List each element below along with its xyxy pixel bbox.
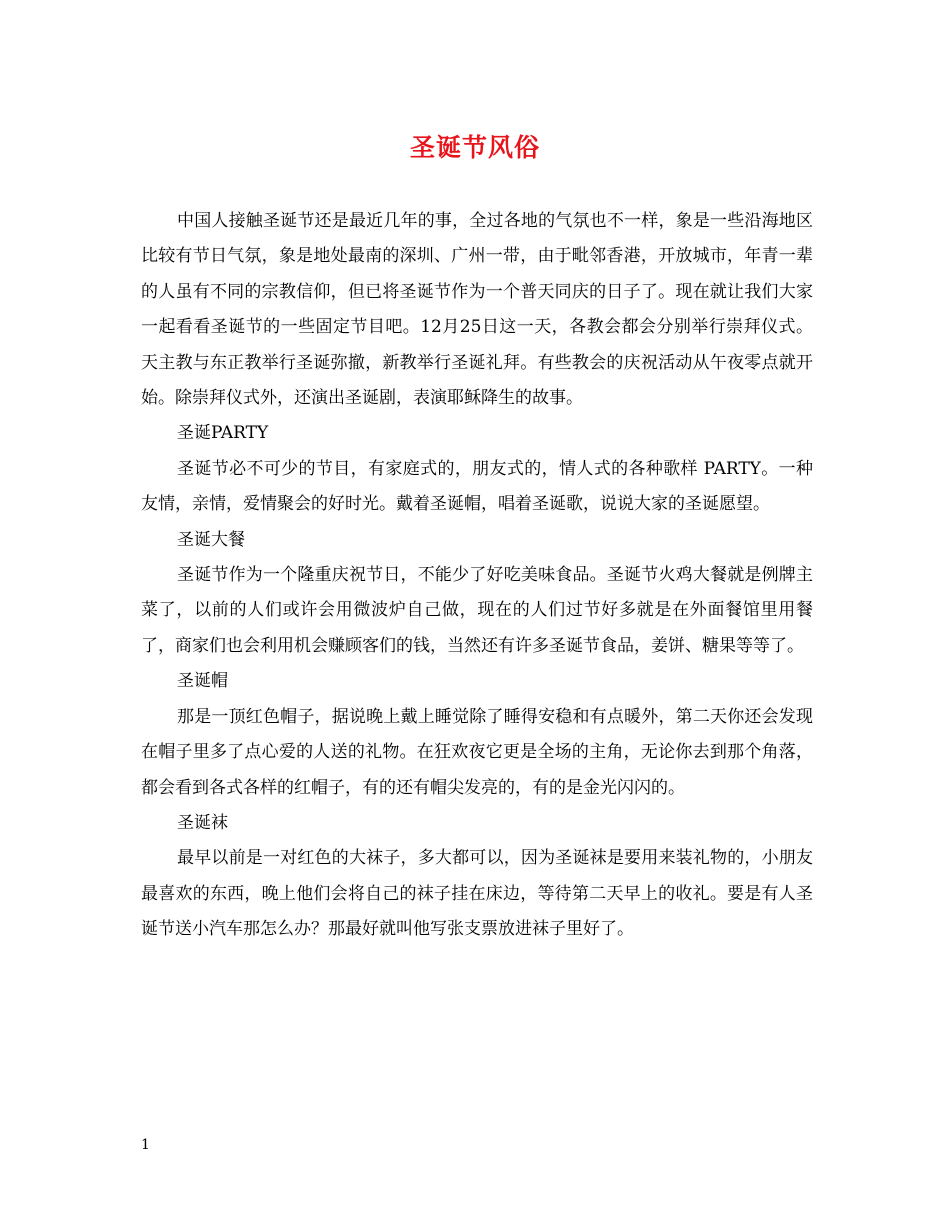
document-title: 圣诞节风俗 (409, 133, 540, 162)
section-heading-stocking: 圣诞袜 (177, 812, 228, 833)
section-heading-dinner: 圣诞大餐 (177, 529, 245, 550)
intro-paragraph: 中国人接触圣诞节还是最近几年的事，全过各地的气氛也不一样，象是一些沿海地区比较有节日气氛，象是地处最南的深圳、广州一带，由于毗邻香港，开放城市，年青一辈的人虽有不同的宗教信仰，但已将圣诞节作为一个普天同庆的日子了。现在就让我们大家一起看看圣诞节的一些固定节目吧。12月25日这一天，各教会都会分别举行崇拜仪式。天主教与东正教举行圣诞弥撤，新教举行圣诞礼拜。有些教会的庆祝活动从午夜零点就开始。除崇拜仪式外，还演出圣诞剧，表演耶稣降生的故事。 (141, 211, 813, 409)
dinner-paragraph: 圣诞节作为一个隆重庆祝节日，不能少了好吃美味食品。圣诞节火鸡大餐就是例牌主菜了，以前的人们或许会用微波炉自己做，现在的人们过节好多就是在外面餐馆里用餐了，商家们也会利用机会赚顾客们的钱，当然还有许多圣诞节食品，姜饼、糖果等等了。 (141, 565, 813, 656)
page-number: 1 (141, 1137, 150, 1153)
party-paragraph: 圣诞节必不可少的节目，有家庭式的，朋友式的，情人式的各种歌样 PARTY。一种友情，亲情，爱情聚会的好时光。戴着圣诞帽，唱着圣诞歌，说说大家的圣诞愿望。 (141, 458, 813, 515)
section-heading-party: 圣诞PARTY (177, 423, 269, 444)
section-heading-hat: 圣诞帽 (177, 671, 228, 692)
stocking-paragraph: 最早以前是一对红色的大袜子，多大都可以，因为圣诞袜是要用来装礼物的，小朋友最喜欢的东西，晚上他们会将自己的袜子挂在床边，等待第二天早上的收礼。要是有人圣诞节送小汽车那怎么办？那最好就叫他写张支票放进袜子里好了。 (141, 848, 813, 940)
document-body (141, 204, 813, 948)
hat-paragraph: 那是一顶红色帽子，据说晚上戴上睡觉除了睡得安稳和有点暖外，第二天你还会发现在帽子里多了点心爱的人送的礼物。在狂欢夜它更是全场的主角，无论你去到那个角落，都会看到各式各样的红帽子，有的还有帽尖发亮的，有的是金光闪闪的。 (141, 706, 813, 798)
